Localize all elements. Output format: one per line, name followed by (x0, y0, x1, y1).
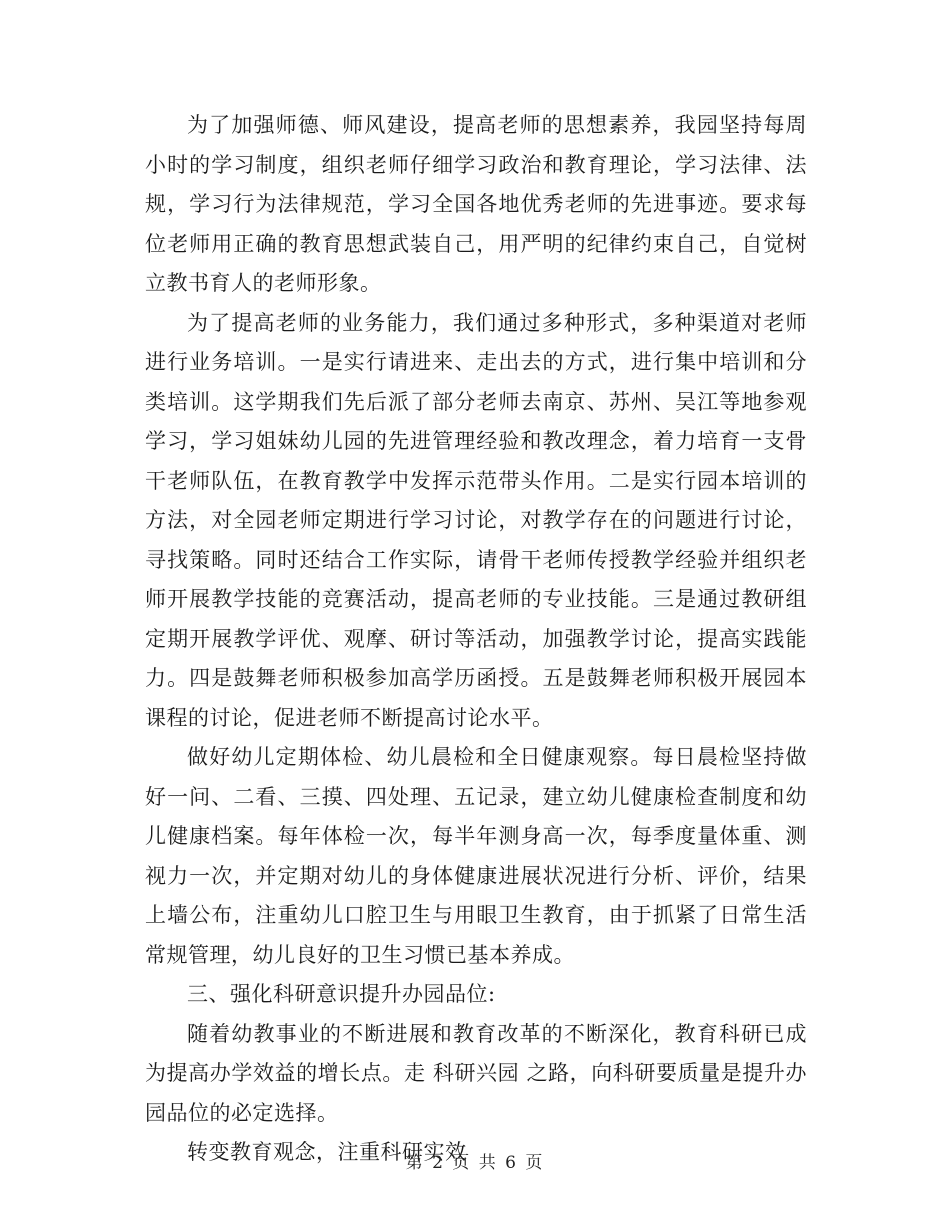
paragraph-teacher-training: 为了提高老师的业务能力，我们通过多种形式，多种渠道对老师进行业务培训。一是实行请进来、走出去的方式，进行集中培训和分类培训。这学期我们先后派了部分老师去南京、苏州、吴江等地参观学习，学习姐妹幼儿园的先进管理经验和教改理念，着力培育一支骨干老师队伍，在教育教学中发挥示范带头作用。二是实行园本培训的方法，对全园老师定期进行学习讨论，对教学存在的问题进行讨论，寻找策略。同时还结合工作实际，请骨干老师传授教学经验并组织老师开展教学技能的竞赛活动，提高老师的专业技能。三是通过教研组定期开展教学评优、观摩、研讨等活动，加强教学讨论，提高实践能力。四是鼓舞老师积极参加高学历函授。五是鼓舞老师积极开展园本课程的讨论，促进老师不断提高讨论水平。 (145, 310, 807, 730)
subheading-research-practice: 转变教育观念，注重科研实效 (187, 1140, 467, 1164)
page-number-footer: 第 2 页 共 6 页 (405, 1153, 545, 1173)
paragraph-research-intro: 随着幼教事业的不断进展和教育改革的不断深化，教育科研已成为提高办学效益的增长点。走 科研兴园 之路，向科研要质量是提升办园品位的必定选择。 (145, 1021, 807, 1125)
section-heading-research: 三、强化科研意识提升办园品位: (187, 982, 496, 1006)
paragraph-child-health: 做好幼儿定期体检、幼儿晨检和全日健康观察。每日晨检坚持做好一问、二看、三摸、四处理、五记录，建立幼儿健康检查制度和幼儿健康档案。每年体检一次，每半年测身高一次，每季度量体重、测视力一次，并定期对幼儿的身体健康进展状况进行分析、评价，结果上墙公布，注重幼儿口腔卫生与用眼卫生教育，由于抓紧了日常生活常规管理，幼儿良好的卫生习惯已基本养成。 (145, 745, 807, 967)
paragraph-teacher-ethics: 为了加强师德、师风建设，提高老师的思想素养，我园坚持每周小时的学习制度，组织老师仔细学习政治和教育理论，学习法律、法规，学习行为法律规范，学习全国各地优秀老师的先进事迹。要求每位老师用正确的教育思想武装自己，用严明的纪律约束自己，自觉树立教书育人的老师形象。 (145, 113, 807, 295)
document-body (145, 106, 807, 1173)
